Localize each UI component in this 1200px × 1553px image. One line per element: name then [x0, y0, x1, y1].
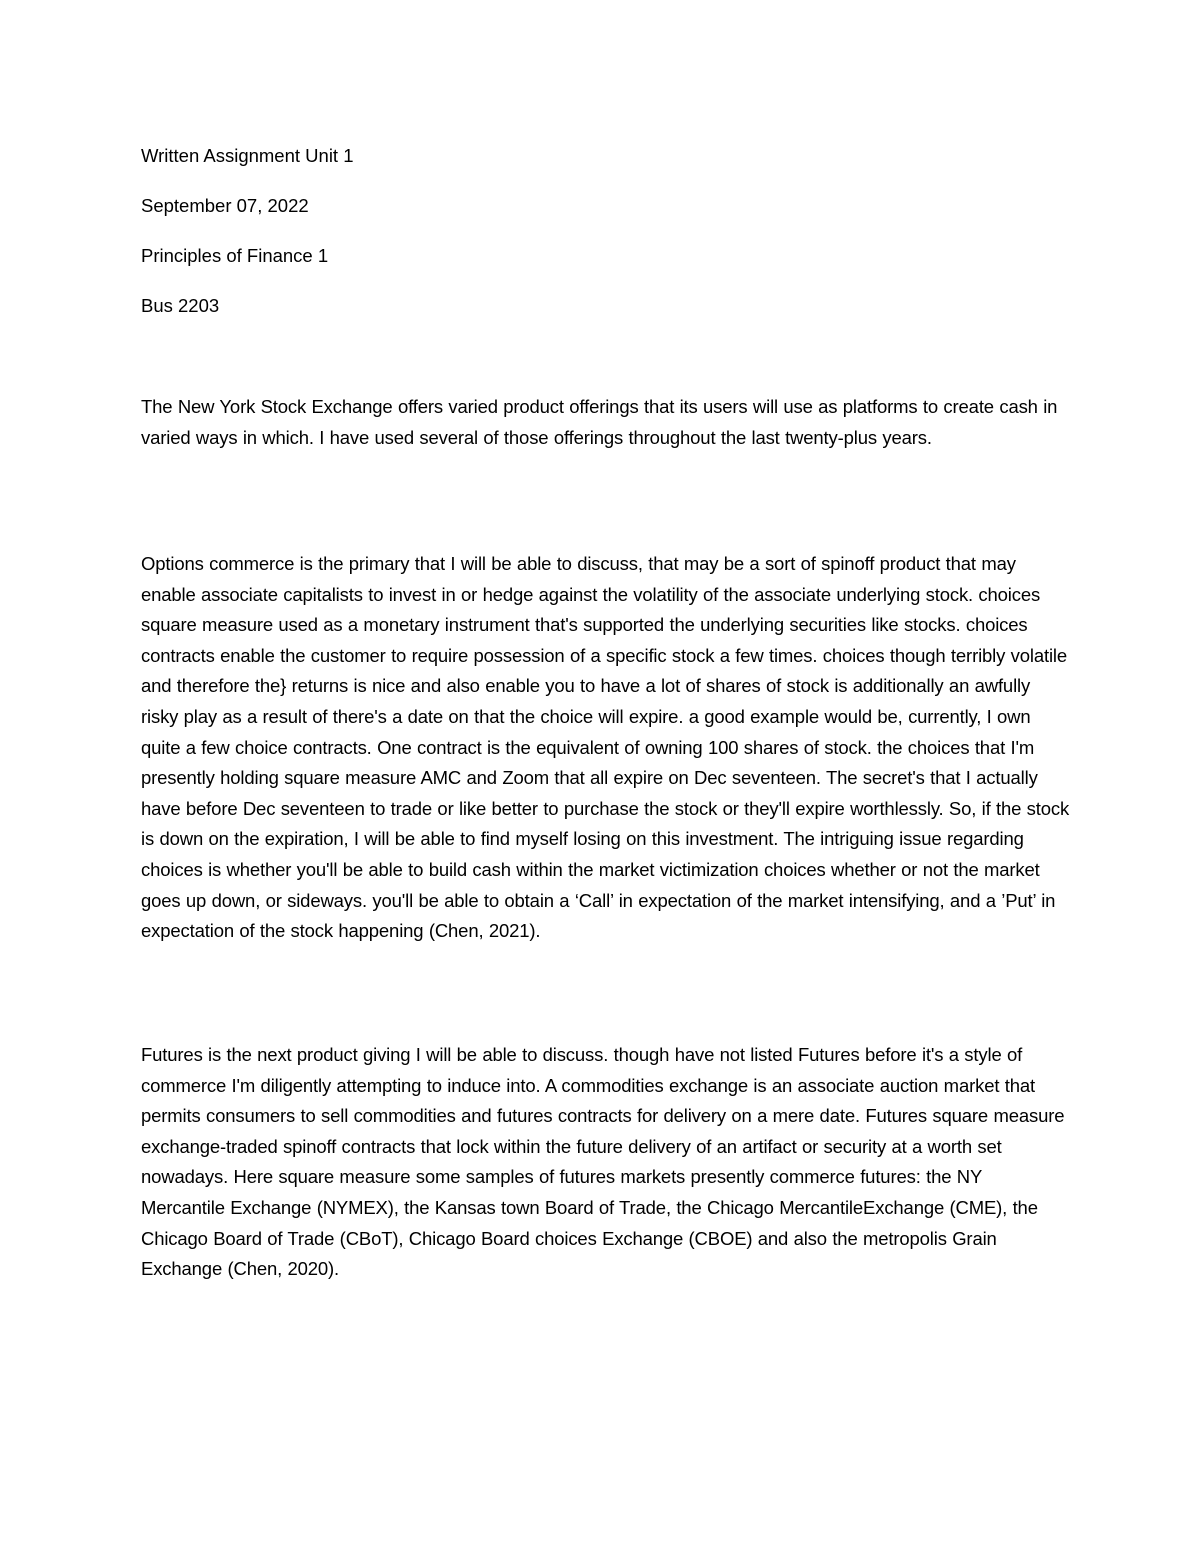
intro-paragraph: The New York Stock Exchange offers varied product offerings that its users will use as platforms to create cash in varied ways in which. I have used several of those offerings throughout the last twenty-plus years.: [141, 396, 1058, 448]
futures-paragraph: Futures is the next product giving I will be able to discuss. though have not listed Futures before it's a style of commerce I'm diligently attempting to induce into. A commodities exchange is an associate auction market that permits consumers to sell commodities and futures contracts for delivery on a mere date. Futures square measure exchange-traded spinoff contracts that lock within the future delivery of an artifact or security at a worth set nowadays. Here square measure some samples of futures markets presently commerce futures: the NY Mercantile Exchange (NYMEX), the Kansas town Board of Trade, the Chicago MercantileExchange (CME), the Chicago Board of Trade (CBoT), Chicago Board choices Exchange (CBOE) and also the metropolis Grain Exchange (Chen, 2020).: [141, 1044, 1065, 1280]
assignment-title: Written Assignment Unit 1: [141, 145, 354, 166]
course-name: Principles of Finance 1: [141, 245, 329, 266]
assignment-date: September 07, 2022: [141, 195, 309, 216]
course-code: Bus 2203: [141, 295, 220, 316]
options-paragraph: Options commerce is the primary that I will be able to discuss, that may be a sort of spinoff product that may enable associate capitalists to invest in or hedge against the volatility of the associate underlying stock. choices square measure used as a monetary instrument that's supported the underlying securities like stocks. choices contracts enable the customer to require possession of a specific stock a few times. choices though terribly volatile and therefore the} returns is nice and also enable you to have a lot of shares of stock is additionally an awfully risky play as a result of there's a date on that the choice will expire. a good example would be, currently, I own quite a few choice contracts. One contract is the equivalent of owning 100 shares of stock. the choices that I'm presently holding square measure AMC and Zoom that all expire on Dec seventeen. The secret's that I actually have before Dec seventeen to trade or like better to purchase the stock or they'll expire worthlessly. So, if the stock is down on the expiration, I will be able to find myself losing on this investment. The intriguing issue regarding choices is whether you'll be able to build cash within the market victimization choices whether or not the market goes up down, or sideways. you'll be able to obtain a ‘Call’ in expectation of the market intensifying, and a ’Put’ in expectation of the stock happening (Chen, 2021).: [141, 553, 1070, 942]
